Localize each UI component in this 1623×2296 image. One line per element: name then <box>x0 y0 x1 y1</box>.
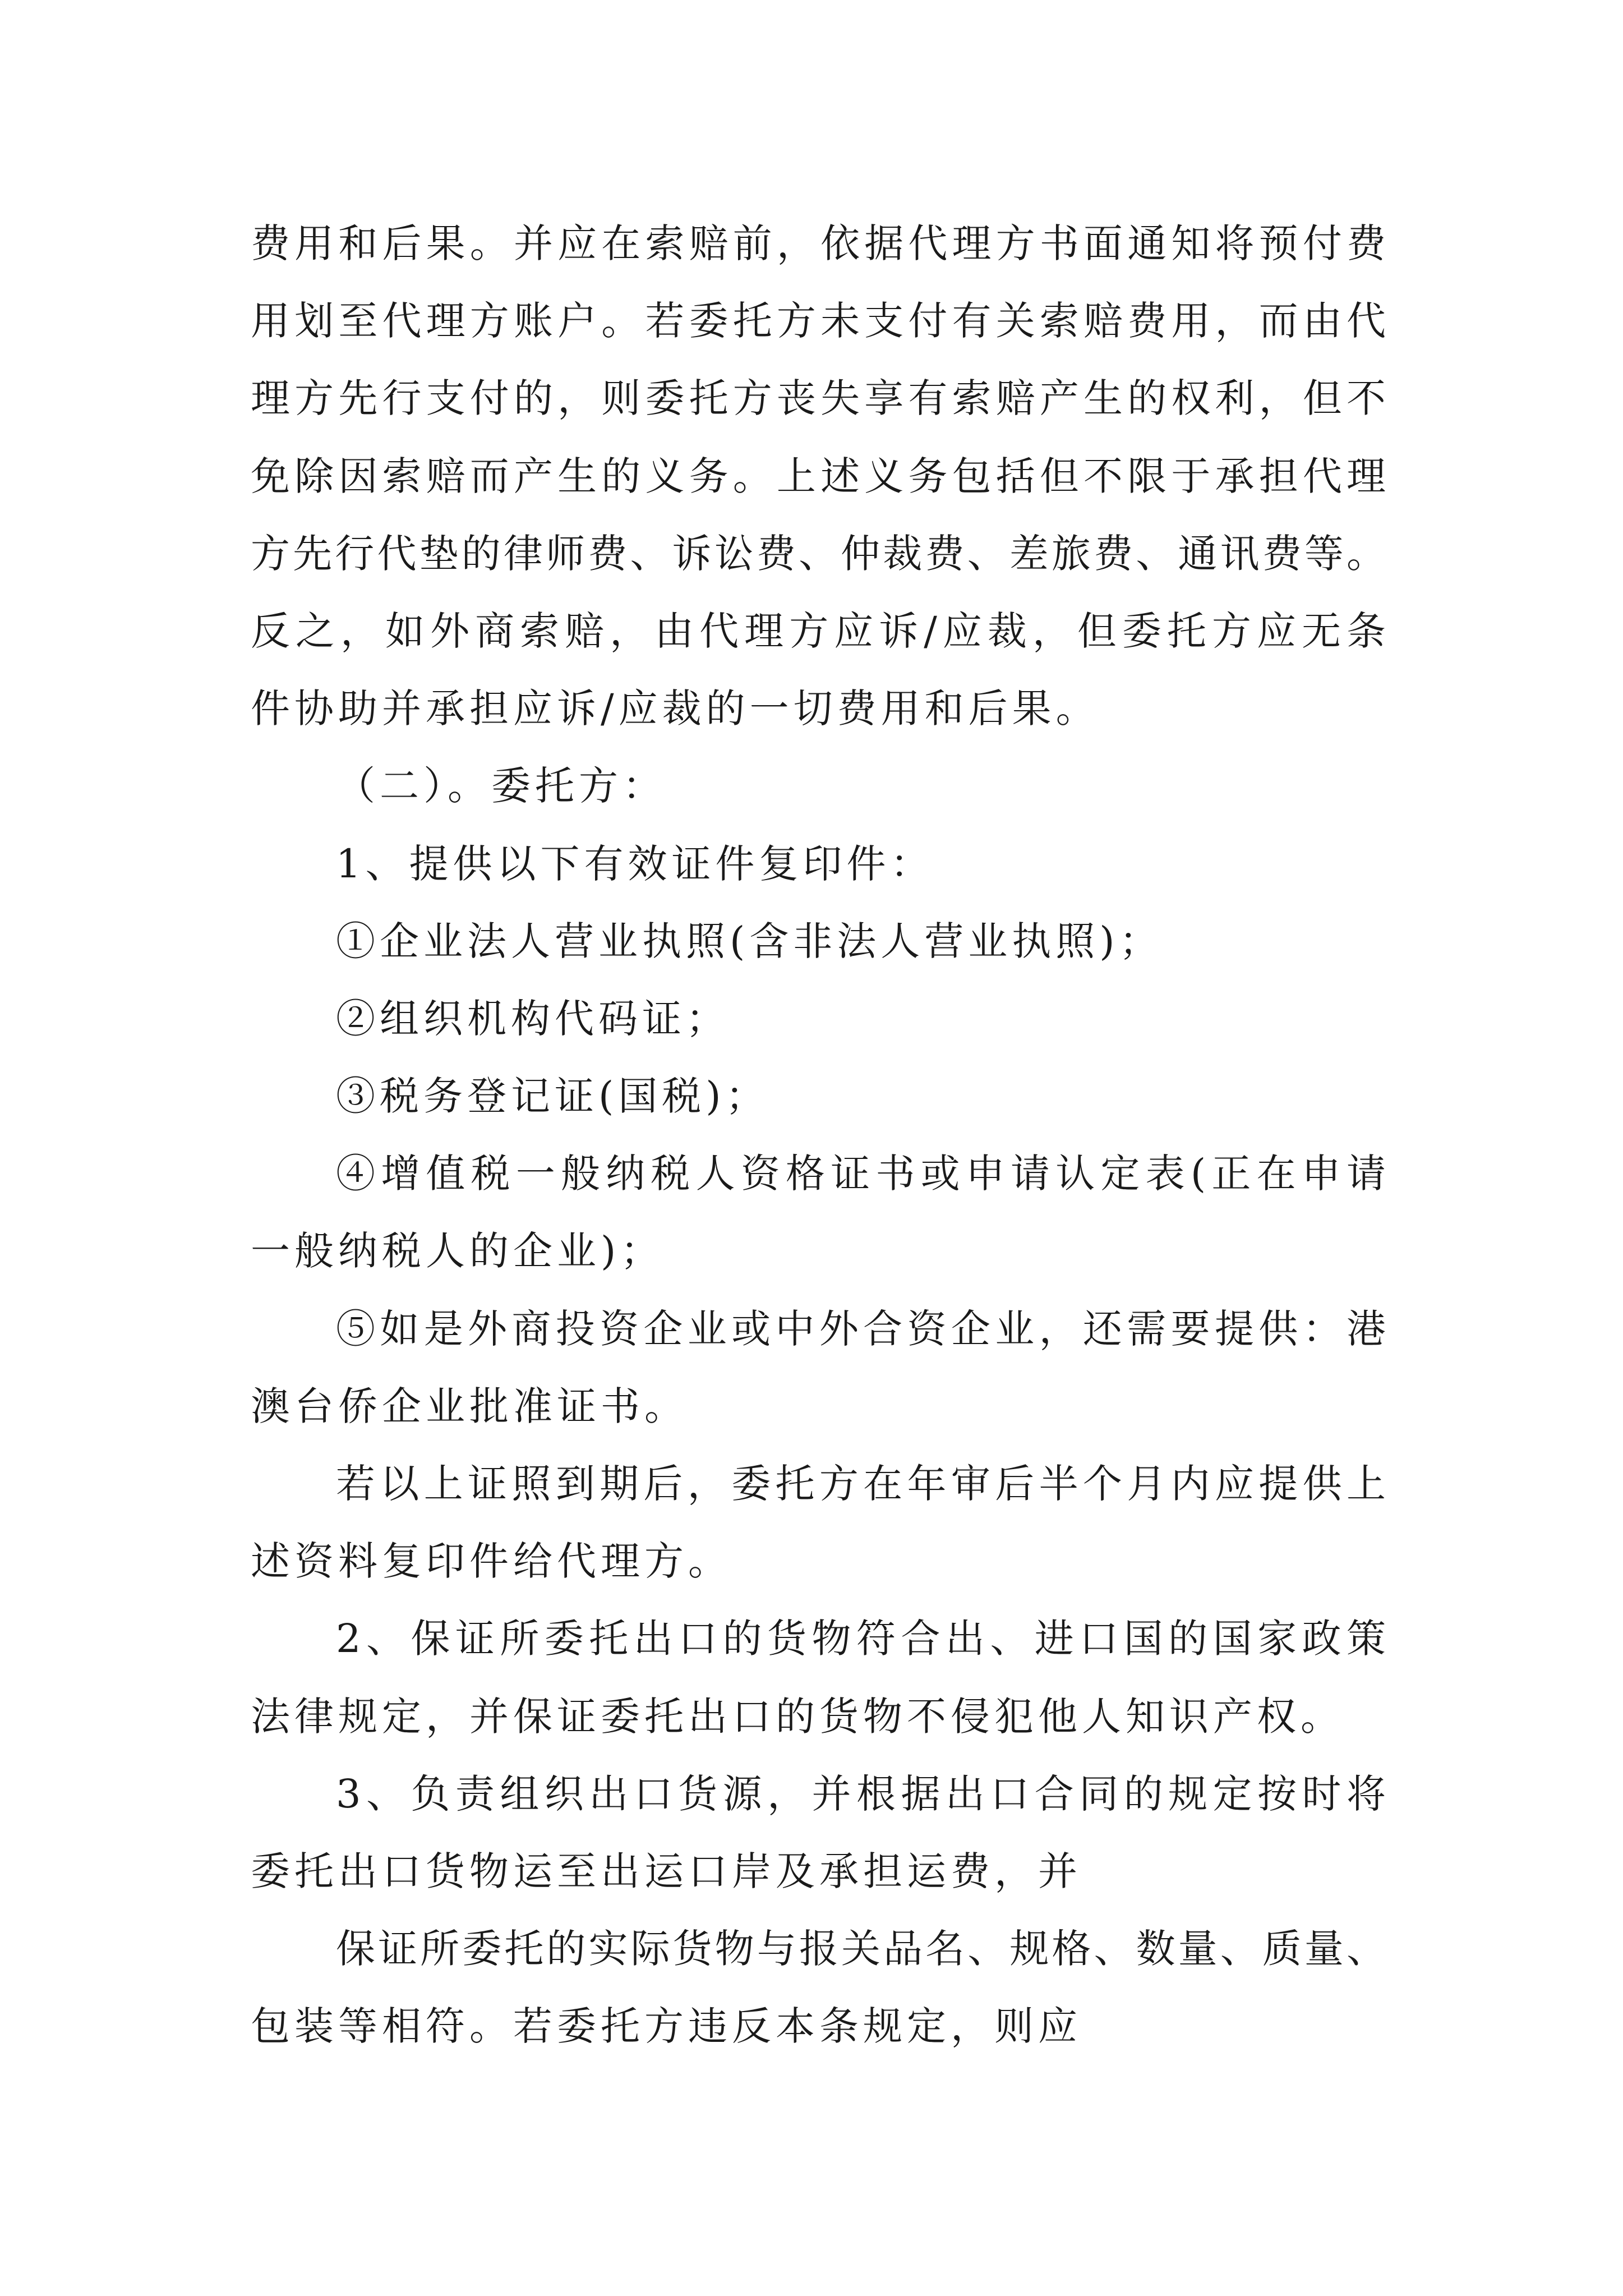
text-line: （二）。委托方： <box>336 763 666 809</box>
paragraph <box>251 1910 1387 2065</box>
paragraph <box>251 1755 1387 1910</box>
text-line: 若以上证照到期后，委托方在年审后半个月内应提供上 <box>336 1461 1387 1507</box>
text-line: 述资料复印件给代理方。 <box>251 1538 732 1585</box>
text-line: ①企业法人营业执照(含非法人营业执照)； <box>336 918 1163 964</box>
text-line: 理方先行支付的，则委托方丧失享有索赔产生的权利，但不 <box>251 375 1387 422</box>
text-line: 法律规定，并保证委托出口的货物不侵犯他人知识产权。 <box>251 1693 1344 1740</box>
list-item <box>251 1135 1387 1290</box>
text-line: 1、提供以下有效证件复印件： <box>336 840 934 887</box>
paragraph <box>251 205 1387 747</box>
list-item <box>251 1290 1387 1445</box>
text-line: 包装等相符。若委托方违反本条规定，则应 <box>251 2003 1082 2050</box>
text-line: 免除因索赔而产生的义务。上述义务包括但不限于承担代理 <box>251 453 1387 499</box>
text-line: ④增值税一般纳税人资格证书或申请认定表(正在申请 <box>336 1151 1387 1197</box>
text-line: 反之，如外商索赔，由代理方应诉/应裁，但委托方应无条 <box>251 608 1387 654</box>
text-line: 方先行代垫的律师费、诉讼费、仲裁费、差旅费、通讯费等。 <box>251 530 1387 577</box>
text-line: 澳台侨企业批准证书。 <box>251 1383 688 1429</box>
text-line: ②组织机构代码证； <box>336 995 730 1042</box>
list-item <box>251 903 1387 980</box>
text-line: 一般纳税人的企业)； <box>251 1228 665 1274</box>
list-item <box>251 1057 1387 1135</box>
text-line: 费用和后果。并应在索赔前，依据代理方书面通知将预付费 <box>251 220 1387 266</box>
list-item <box>251 980 1387 1057</box>
text-line: ③税务登记证(国税)； <box>336 1073 769 1120</box>
text-line: 委托出口货物运至出运口岸及承担运费，并 <box>251 1848 1082 1894</box>
document-body <box>251 205 1387 2065</box>
paragraph <box>251 1600 1387 1755</box>
section-heading <box>251 747 1387 825</box>
text-line: 2、保证所委托出口的货物符合出、进口国的国家政策 <box>336 1616 1387 1662</box>
paragraph <box>251 825 1387 903</box>
text-line: 用划至代理方账户。若委托方未支付有关索赔费用，而由代 <box>251 298 1387 344</box>
text-line: 3、负责组织出口货源，并根据出口合同的规定按时将 <box>336 1770 1387 1817</box>
text-line: ⑤如是外商投资企业或中外合资企业，还需要提供：港 <box>336 1305 1387 1352</box>
paragraph <box>251 1445 1387 1600</box>
text-line: 件协助并承担应诉/应裁的一切费用和后果。 <box>251 685 1100 732</box>
text-line: 保证所委托的实际货物与报关品名、规格、数量、质量、 <box>336 1926 1387 1972</box>
